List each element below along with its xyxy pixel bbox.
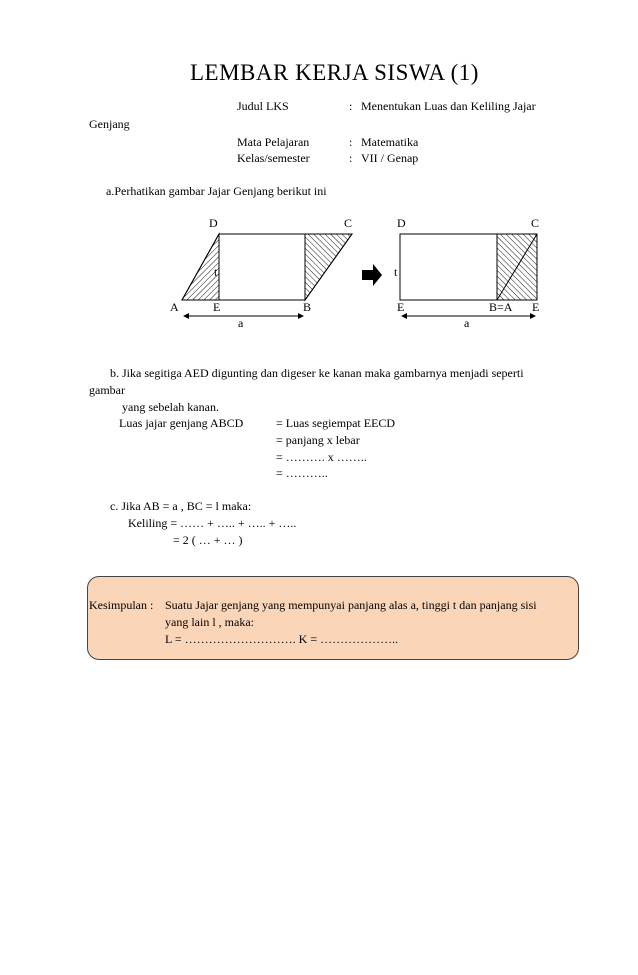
label-t-right: t — [394, 265, 398, 279]
section-c-line1: c. Jika AB = a , BC = l maka: — [110, 499, 252, 513]
label-d-right: D — [397, 216, 406, 230]
section-b-line3: yang sebelah kanan. — [122, 400, 219, 414]
label-b-left: B — [303, 300, 312, 314]
luas-eq2: = panjang x lebar — [276, 433, 360, 447]
label-e1-right: E — [397, 300, 405, 314]
section-a-text: a.Perhatikan gambar Jajar Genjang berikut ini — [106, 184, 327, 198]
kesimpulan-line2: yang lain l , maka: — [165, 615, 254, 629]
header-value-mapel: Matematika — [361, 135, 419, 149]
luas-eq1: = Luas segiempat EECD — [276, 416, 396, 430]
luas-label: Luas jajar genjang ABCD — [119, 416, 244, 430]
kesimpulan-line1: Suatu Jajar genjang yang mempunyai panjang alas a, tinggi t dan panjang sisi — [165, 598, 537, 612]
keliling-line2: Keliling = …… + ….. + ….. + ….. — [128, 516, 297, 530]
header-label-kelas: Kelas/semester — [237, 151, 310, 165]
kesimpulan-box — [87, 576, 579, 660]
label-c-left: C — [344, 216, 353, 230]
header-label-judul: Judul LKS — [237, 99, 289, 113]
page-title: LEMBAR KERJA SISWA (1) — [190, 60, 479, 85]
luas-eq4: = ……….. — [276, 466, 328, 480]
label-a-left: A — [170, 300, 179, 314]
kesimpulan-line3: L = ………………………. K = ……………….. — [165, 632, 399, 646]
label-ba-right: B=A — [489, 300, 513, 314]
luas-eq3: = ………. x …….. — [276, 450, 367, 464]
label-e2-right: E — [532, 300, 540, 314]
header-sep-judul: : — [349, 99, 353, 113]
header-label-mapel: Mata Pelajaran — [237, 135, 310, 149]
label-e-left: E — [213, 300, 221, 314]
section-b-line2: gambar — [89, 383, 125, 397]
transform-arrow-body — [362, 270, 374, 280]
label-c-right: C — [531, 216, 540, 230]
header-sep-mapel: : — [349, 135, 353, 149]
section-b-line1: b. Jika segitiga AED digunting dan digeser ke kanan maka gambarnya menjadi seperti — [110, 366, 524, 380]
label-t-left: t — [214, 265, 218, 279]
header-wrap-line: Genjang — [89, 117, 130, 131]
kesimpulan-label: Kesimpulan : — [89, 598, 154, 612]
header-sep-kelas: : — [349, 151, 353, 165]
label-base-a-right: a — [464, 316, 470, 330]
label-d-left: D — [209, 216, 218, 230]
transform-arrow-head — [373, 264, 382, 286]
header-value-kelas: VII / Genap — [361, 151, 419, 165]
keliling-line3: = 2 ( … + … ) — [173, 533, 243, 547]
label-base-a-left: a — [238, 316, 244, 330]
header-value-judul: Menentukan Luas dan Keliling Jajar — [361, 99, 536, 113]
